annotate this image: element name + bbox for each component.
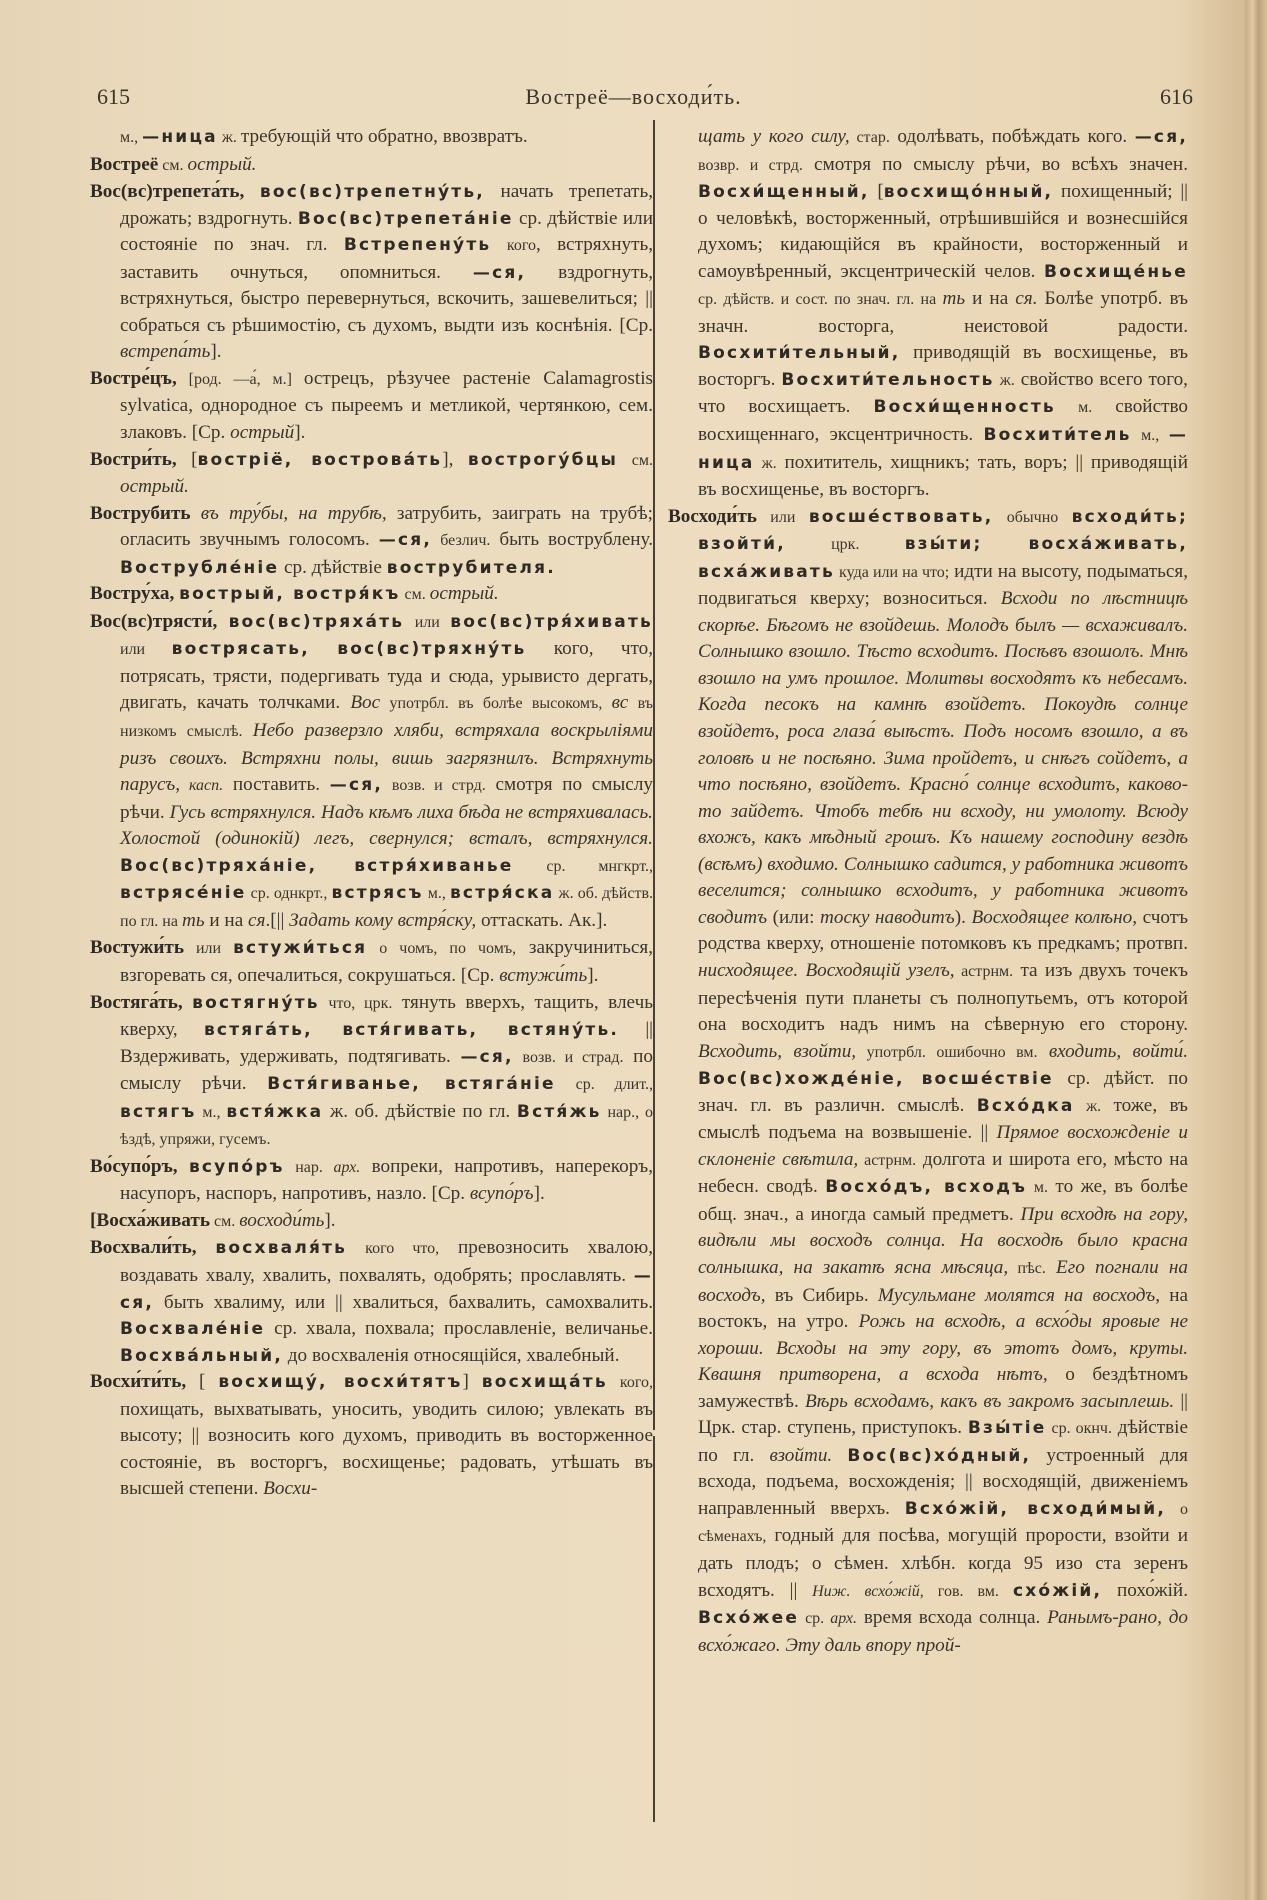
example-text: Ранымъ-рано, до всхо́жаго. Эту даль впору прой-	[698, 1607, 1189, 1656]
headword: Востру́ха,	[90, 583, 175, 605]
example-text: Всходить, взойти,	[698, 1040, 857, 1062]
definition-text: вопреки, напротивъ, наперекоръ, насупоръ, наспоръ, напротивъ, назло. [Ср.	[120, 1155, 654, 1205]
definition-text: см.	[618, 451, 653, 469]
definition-text: кого	[491, 237, 536, 255]
definition-text: стар.	[849, 129, 890, 146]
definition-text: ж.	[1074, 1097, 1102, 1115]
word-form: —ся,	[329, 775, 384, 796]
example-text: ть	[181, 909, 205, 931]
dictionary-entry	[90, 1369, 653, 1503]
word-form: Вос(вс)трепета́ніе	[297, 208, 514, 229]
word-form: Вос(вс)хо́дный,	[847, 1445, 1032, 1466]
definition-text: ].	[294, 422, 306, 444]
example-text: Задать кому встря́ску,	[289, 909, 477, 931]
example-text: всупо́ръ	[469, 1183, 534, 1205]
definition-text: ж.	[217, 129, 241, 146]
word-form: Восхи́щенный,	[698, 182, 870, 203]
word-form: Восхо́дъ, всходъ	[825, 1177, 1028, 1198]
definition-text: тоже, въ смыслѣ подъема на возвышеніе. ||	[698, 1094, 1188, 1144]
definition-text: кого что,	[347, 1240, 440, 1258]
word-form: Вострубле́ніе	[120, 557, 280, 578]
word-form: встрясъ	[331, 883, 424, 904]
definition-text: похищать, выхватывать, уносить, уводить силою; увлекать въ высоту; || возносить кого духомъ, приводить въ восторженное состояніе, въ восторгъ, восхищенье; радовать, утѣшать въ высшей степени.	[120, 1398, 653, 1500]
definition-text: долгота и широта его, мѣсто на небесн. сводѣ.	[698, 1148, 1188, 1198]
definition-text: ].	[533, 1183, 545, 1205]
word-form: Восхити́тельный,	[698, 343, 901, 364]
example-text: Всходи по лѣстницѣ скорѣе. Бѣгомъ не взойдешь. Молодъ былъ — всхаживалъ. Солнышко взошло. Тѣсто всходитъ. Посѣвъ взошолъ. Мнѣ взошло на умъ прошлое. Молитвы восходятъ къ небесамъ. Когда песокъ на камнѣ взойдетъ. Покоудѣ солнце взойдетъ, роса глаза́ выѣстъ. Подъ носомъ взошло, а въ головѣ и не посѣяно. Зима пройдетъ, и снѣгъ сойдетъ, а что посѣяно, взойдетъ. Красно́ солнце всходитъ, каково-то зайдетъ. Чтобъ тебѣ ни всходу, ни умолоту. Всюду вхожъ, какъ мѣдный грошъ. Къ нашему господину вездѣ (всѣмъ) входимо. Солнышко садится, у работника животъ веселится; солнышко всходитъ, у работника животъ сводитъ	[698, 588, 1188, 928]
dictionary-entry	[90, 447, 653, 501]
example-text: арх.	[333, 1158, 361, 1176]
definition-text: [	[186, 1371, 219, 1393]
definition-text: что, црк.	[319, 994, 393, 1012]
example-text: щать у кого силу,	[698, 126, 850, 147]
definition-text: до восхваленія относящійся, хвалебный.	[283, 1344, 620, 1366]
headword: Востреё	[90, 153, 159, 175]
headword: Вос(вс)трепета́ть,	[90, 181, 245, 203]
left-column	[90, 124, 653, 1503]
definition-text: пѣс.	[1008, 1259, 1046, 1277]
definition-text: идти на высоту, подыматься, подвигаться кверху; возноситься.	[698, 560, 1188, 610]
definition-text	[178, 1156, 189, 1177]
definition-text: обычно	[993, 508, 1072, 526]
definition-text: [	[176, 448, 198, 470]
definition-text: (или:	[767, 906, 821, 928]
dictionary-entry	[90, 152, 653, 180]
word-form: —ся,	[120, 1265, 653, 1313]
definition-text: .[||	[265, 909, 290, 931]
definition-text: нар.	[284, 1158, 334, 1176]
definition-text: [	[869, 181, 884, 203]
definition-text: ]	[462, 1371, 482, 1393]
definition-text: въ Сибирь.	[765, 1284, 878, 1306]
definition-text	[1046, 1257, 1056, 1278]
definition-text: оттаскать. Ак.].	[476, 909, 608, 931]
word-form: —ся,	[472, 262, 527, 283]
definition-text: или	[120, 641, 172, 659]
definition-text: вздрогнуть, встряхнуться, быстро перевернуться, вскочить, зашевелиться; || собраться съ рѣшимостію, съ духомъ, выдти изъ коснѣнія. [Ср.	[120, 261, 653, 336]
definition-text: и на	[965, 288, 1016, 310]
headword: Вострубить	[90, 502, 191, 524]
definition-text: ср.	[799, 1610, 831, 1628]
word-form: —ница	[142, 127, 218, 147]
definition-text: употрбл. въ болѣе высокомъ,	[380, 695, 612, 713]
word-form: Восхи́щенность	[873, 397, 1056, 418]
example-text: касп.	[180, 777, 224, 795]
definition-text: кого,	[607, 1374, 654, 1392]
definition-text	[191, 503, 201, 524]
definition-text: астрнм.	[858, 1151, 917, 1169]
definition-text: ср. дѣйствіе или состояніе по знач. гл.	[120, 207, 653, 256]
example-text: Ниж. всхо́жій,	[812, 1582, 924, 1600]
example-text: взойти.	[769, 1444, 833, 1466]
word-form: Восхва́льный,	[120, 1345, 283, 1366]
word-form: встяга́ть, встя́гивать, встяну́ть.	[203, 1020, 620, 1041]
definition-text: свойство всего того, что восхищаетъ.	[698, 368, 1188, 418]
definition-text: о чомъ, по чомъ,	[367, 940, 517, 958]
definition-text	[217, 611, 228, 632]
word-form: вострясать,	[171, 639, 310, 660]
word-form: вострогу́бцы	[467, 449, 619, 470]
example-text: ся.	[1015, 288, 1038, 310]
headword: Востре́цъ,	[90, 367, 177, 389]
word-form: Восхити́тель	[983, 425, 1132, 446]
dictionary-entry	[90, 124, 653, 152]
headword: Востяга́ть,	[90, 991, 183, 1013]
word-form: схо́жій,	[1012, 1580, 1103, 1601]
definition-text: затрубить, заиграть на трубѣ; огласить звучнымъ голосомъ.	[120, 502, 653, 551]
example-text: Небо разверзло хляби, встряхала воскрыліями ризъ своихъ. Встряхни полы, вишь загрязнилъ. Встряхнуть парусъ,	[120, 720, 654, 796]
definition-text: по смыслу рѣчи.	[120, 1045, 653, 1095]
definition-text: нар., о ѣздѣ, упряжи, гусемъ.	[120, 1103, 653, 1149]
word-form: Вос(вс)тряха́ніе, встря́хиванье	[120, 855, 514, 876]
word-form: —ся,	[378, 530, 433, 551]
definition-text: въ низкомъ смыслѣ.	[120, 695, 654, 741]
dictionary-entry	[668, 504, 1188, 1660]
word-form: вострië, вострова́ть	[197, 449, 443, 470]
definition-text: [род. —а́, м.]	[176, 370, 304, 388]
definition-text: м.,	[120, 129, 143, 146]
headword: Восхи́ти́ть,	[90, 1371, 187, 1393]
example-text: Его погнали на восходъ,	[698, 1256, 1188, 1306]
definition-text: ср. дѣйст. по знач. гл. въ различн. смыслѣ.	[698, 1068, 1188, 1116]
dictionary-entry	[90, 366, 653, 447]
word-form: восхваля́ть	[215, 1238, 348, 1259]
definition-text: одолѣвать, побѣждать кого.	[889, 126, 1135, 147]
definition-text: ср. хвала, похвала; прославленіе, величанье.	[265, 1318, 653, 1340]
example-text: тоску наводитъ	[820, 906, 955, 928]
definition-text: м.	[1055, 399, 1093, 417]
definition-text: ).	[954, 906, 972, 928]
word-form: восха́живать, всха́живать	[698, 534, 1188, 582]
word-form: восхища́ть	[481, 1372, 608, 1393]
headword: Во́супо́ръ,	[90, 1155, 178, 1177]
word-form: —ся,	[1134, 127, 1188, 147]
definition-text: смотря по смыслу рѣчи.	[120, 774, 653, 823]
example-text: ся	[248, 909, 266, 931]
dictionary-entry	[90, 179, 653, 366]
definition-text: смотря по смыслу рѣчи, во всѣхъ значен.	[802, 153, 1188, 175]
word-form: вострый, востря́къ	[179, 584, 401, 605]
definition-text: ср. длит.,	[555, 1076, 654, 1094]
definition-text: црк.	[785, 536, 905, 554]
definition-text: свойство восхищеннаго, эксцентричность.	[698, 396, 1189, 446]
headword: Востри́ть,	[90, 448, 177, 470]
definition-text	[832, 1445, 847, 1466]
definition-text: см.	[209, 1212, 240, 1230]
definition-text: время всхода солнца.	[857, 1607, 1048, 1629]
definition-text: ].	[324, 1209, 336, 1231]
example-text: острый.	[120, 476, 189, 498]
definition-text: тянуть вверхъ, тащить, влечь кверху,	[120, 991, 653, 1041]
word-form: —ся,	[460, 1046, 514, 1067]
example-text: восходи́ть	[239, 1209, 325, 1231]
dictionary-entry	[90, 609, 653, 936]
word-form: вос(вс)тря́хивать	[450, 611, 653, 632]
definition-text: о бездѣтномъ замужествѣ.	[698, 1364, 1189, 1412]
definition-text: то же, въ болѣе общ. знач., а иногда самый предметъ.	[698, 1176, 1188, 1225]
column-divider	[653, 120, 655, 1822]
definition-text: ср. дѣйств. и сост. по знач. гл. на	[698, 291, 943, 309]
word-form: вос(вс)трепетну́ть,	[259, 182, 485, 203]
definition-text: превозносить хвалою, воздавать хвалу, хвалить, похвалять, одобрять; прославлять.	[120, 1237, 653, 1286]
example-text: вс	[611, 692, 629, 714]
definition-text: м.	[1027, 1179, 1048, 1197]
definition-text	[244, 181, 260, 202]
page-number-right: 616	[1160, 84, 1193, 109]
word-form: Встя́жь	[516, 1101, 602, 1122]
word-form: встягъ	[120, 1101, 197, 1122]
definition-text: быть хвалиму, или || хвалиться, бахвалить, самохвалить.	[154, 1291, 653, 1313]
definition-text: дѣйствіе по гл.	[698, 1417, 1189, 1466]
word-form: Восхище́нье	[1044, 261, 1188, 282]
definition-text: возв. и стрд.	[383, 777, 486, 795]
example-text: Восхи-	[263, 1478, 318, 1500]
example-text: Вос	[350, 692, 381, 714]
headword: Вос(вс)трясти́,	[90, 610, 218, 632]
definition-text: см.	[400, 586, 430, 604]
definition-text: острецъ, рѣзучее растеніе Calamagrostis sylvatica, однородное съ пыреемъ и метликой, чертянкою, сем. злаковъ. [Ср.	[120, 367, 653, 444]
definition-text: ].	[587, 964, 599, 986]
definition-text: закручиниться, взгоревать ся, опечалиться, сокрушаться. [Ср.	[120, 937, 654, 986]
definition-text: ].	[210, 341, 222, 363]
definition-text: устроенный для всхода, подъема, восхожденія; || восходящій, движеніемъ направленный вверхъ.	[698, 1444, 1189, 1519]
example-text: Рожь на всходѣ, а всхо́ды яровые не хороши. Всходы на эту гору, въ этотъ домъ, круты. Квашня притворена, а всхода нѣтъ,	[698, 1311, 1188, 1386]
word-form: Восхити́тельность	[781, 369, 995, 390]
definition-text: похо́жій.	[1102, 1579, 1189, 1601]
headword: Восходи́ть	[668, 505, 757, 527]
example-text: острый.	[187, 153, 257, 175]
definition-text: ж. об. дѣйствіе по гл.	[323, 1100, 517, 1122]
definition-text: || Црк. стар. ступень, приступокъ.	[698, 1390, 1188, 1439]
example-text: ть	[942, 288, 966, 310]
definition-text	[310, 638, 337, 659]
word-form: Всхо́жее	[698, 1608, 800, 1629]
word-form: восхищу́, восхи́тятъ	[218, 1372, 463, 1393]
definition-text: см.	[158, 156, 188, 174]
word-form: Взы́тіе	[967, 1418, 1047, 1439]
word-form: восхищо́нный,	[883, 182, 1054, 203]
word-form: вос(вс)тряха́ть	[228, 611, 405, 632]
definition-text: ж.	[994, 371, 1015, 389]
definition-text: или	[404, 613, 451, 631]
word-form: —ница	[698, 425, 1189, 473]
example-text: Восходящее колѣно,	[971, 906, 1138, 928]
definition-text: куда или на что;	[834, 563, 950, 581]
definition-text: или	[756, 508, 809, 526]
dictionary-entry	[90, 581, 653, 609]
definition-text	[982, 533, 1028, 554]
definition-text: ж.	[754, 454, 777, 472]
dictionary-entry	[90, 501, 653, 582]
definition-text: ср. однкрт.,	[246, 885, 332, 903]
definition-text: кого, что, потрясать, трясти, подергивать туда и сюда, урывисто дергать, двигать, качать толчками.	[120, 638, 654, 714]
word-form: вос(вс)тряхну́ть	[337, 639, 527, 660]
definition-text: ср. дѣйствіе	[279, 556, 387, 578]
definition-text: гов. вм.	[923, 1582, 1013, 1600]
word-form: встрясе́ніе	[120, 883, 247, 904]
definition-text: начать трепетать, дрожать; вздрогнуть.	[120, 181, 653, 229]
dictionary-entry	[90, 1208, 653, 1236]
definition-text: возвр. и стрд.	[698, 156, 803, 174]
definition-text: употрбл. ошибочно вм.	[856, 1043, 1038, 1061]
word-form: взойти́,	[698, 534, 786, 555]
dictionary-entry	[90, 990, 653, 1154]
example-text: Мусульмане молятся на восходъ,	[877, 1284, 1160, 1306]
example-text: нисходящее. Восходящій узелъ,	[698, 959, 955, 981]
definition-text: на востокъ, на утро.	[698, 1284, 1188, 1333]
dictionary-entry	[668, 124, 1188, 504]
word-form: Вос(вс)хожде́ніе, восше́ствіе	[698, 1069, 1054, 1090]
definition-text	[183, 992, 193, 1013]
definition-text: и на	[204, 909, 249, 931]
definition-text: или	[183, 940, 234, 958]
definition-text: возв. и страд.	[513, 1048, 624, 1066]
word-form: вострубителя.	[386, 557, 556, 578]
definition-text: та изъ двухъ точекъ пересѣченія пути планеты съ полнопутьемъ, отъ которой она восходитъ надъ нимъ на сѣверную его сторону.	[698, 959, 1189, 1036]
definition-text: поставить.	[223, 774, 330, 796]
example-text: Вѣрь всходамъ, какъ въ закромъ засыплешь.	[804, 1390, 1175, 1412]
dictionary-entry	[90, 1235, 653, 1369]
example-text: встрепа́ть	[120, 341, 211, 363]
dictionary-entry	[90, 1154, 653, 1208]
page-edge	[1245, 0, 1267, 1900]
definition-text: м.,	[423, 885, 450, 903]
definition-text: || Вздерживать, удерживать, подтягивать.	[120, 1019, 653, 1067]
headword: [Восха́живать	[90, 1209, 210, 1231]
word-form: взы́ти;	[904, 534, 983, 555]
word-form: всупо́ръ	[188, 1156, 285, 1177]
example-text: Прямое восхожденіе и склоненіе свѣтила,	[698, 1122, 1188, 1170]
definition-text: похититель, хищникъ; тать, воръ; || приводящій въ восхищенье, въ восторгъ.	[698, 451, 1188, 501]
example-text: острый.	[429, 583, 499, 605]
dictionary-entry	[90, 935, 653, 989]
word-form: восше́ствовать,	[808, 506, 994, 527]
definition-text: ср. окнч.	[1046, 1420, 1112, 1438]
definition-text	[197, 1237, 216, 1258]
example-text: арх.	[830, 1610, 857, 1628]
definition-text: счотъ родства кверху, отношеніе потомковъ къ предкамъ; протвп.	[698, 906, 1189, 955]
word-form: встужи́ться	[233, 938, 368, 959]
definition-text: м.,	[1131, 427, 1169, 445]
definition-text: о сѣменахъ,	[698, 1500, 1189, 1546]
example-text: При всходѣ на гору, видѣли мы восходъ солнца. На восходѣ было красна солнышка, на закатѣ ясна мѣсяца,	[698, 1203, 1189, 1278]
word-form: всходи́ть;	[1071, 506, 1188, 527]
headword: Востужи́ть	[90, 937, 184, 959]
definition-text: похищенный; || о человѣкѣ, восторженный, отрѣшившійся и вознесшійся духомъ; кидающійся въ крайности, восторженный и самоувѣренный, эксцентрическій челов.	[698, 181, 1188, 282]
definition-text: безлич.	[432, 532, 491, 550]
example-text: Гусь встряхнулся. Надъ кѣмъ лиха бѣда не встряхивалась. Холостой (одинокій) легъ, свернулся; всталъ, встряхнулся.	[120, 801, 653, 850]
word-form: встря́ска	[449, 883, 555, 904]
word-form: востягну́ть	[192, 992, 320, 1013]
running-head	[0, 84, 1267, 114]
definition-text: быть вострублену.	[490, 529, 653, 551]
example-text: входить, войти́.	[1048, 1040, 1189, 1062]
definition-text: Болѣе употрб. въ значн. восторга, неистовой радости.	[698, 288, 1188, 337]
definition-text	[1038, 1041, 1049, 1062]
definition-text: астрнм.	[954, 962, 1014, 980]
page-title: Востреё—восходи́ть.	[525, 84, 742, 109]
definition-text: , встряхнуть, заставить очнуться, опомниться.	[120, 234, 654, 283]
right-column	[668, 124, 1188, 1659]
word-form: Встя́гиванье, встяга́ніе	[267, 1074, 556, 1095]
headword: Восхвали́ть,	[90, 1237, 197, 1259]
definition-text: приводящій въ восхищенье, въ восторгъ.	[698, 342, 1188, 390]
word-form: Всхо́дка	[976, 1095, 1075, 1116]
word-form: встя́жка	[226, 1101, 324, 1122]
definition-text: ж. об. дѣйств. по гл. на	[120, 885, 654, 930]
definition-text: требующій что обратно, ввозвратъ.	[240, 126, 528, 147]
definition-text: ],	[442, 448, 468, 470]
definition-text: ср. мнгкрт.,	[513, 857, 653, 875]
word-form: Встрепену́ть	[343, 235, 492, 256]
example-text: острый	[230, 422, 295, 444]
definition-text: м.,	[196, 1103, 227, 1121]
example-text: въ тру́бы, на трубѣ,	[200, 502, 387, 524]
word-form: Всхо́жій, всходи́мый,	[904, 1498, 1167, 1519]
definition-text: годный для посѣва, могущій прорости, взойти и дать плодъ; о сѣмен. хлѣбн. когда 95 изо ста зеренъ всходятъ. ||	[698, 1525, 1188, 1601]
example-text: встужи́ть	[499, 964, 588, 986]
word-form: Восхвале́ніе	[120, 1319, 266, 1340]
page-number-left: 615	[97, 84, 130, 109]
